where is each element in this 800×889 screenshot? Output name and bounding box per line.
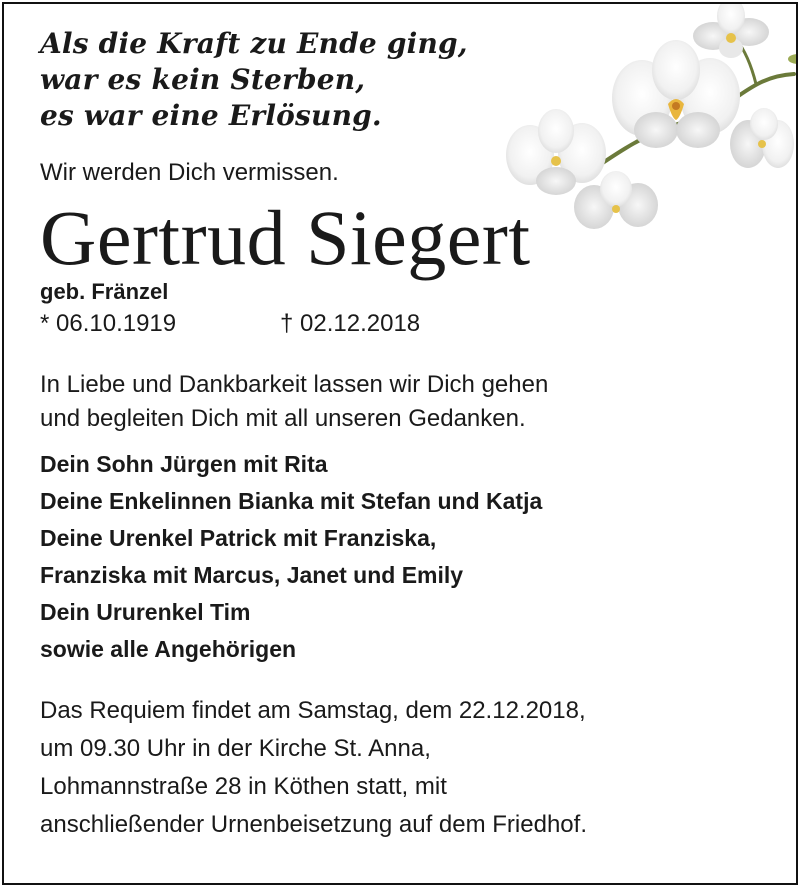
dedication-line: In Liebe und Dankbarkeit lassen wir Dich gehen xyxy=(40,371,549,398)
obituary-notice xyxy=(2,2,798,885)
service-line: anschließender Urnenbeisetzung auf dem Friedhof. xyxy=(40,811,587,838)
mourner-line: Dein Sohn Jürgen mit Rita xyxy=(40,451,328,477)
mourner-line: Franziska mit Marcus, Janet und Emily xyxy=(40,562,464,588)
death-date: † 02.12.2018 xyxy=(280,310,421,337)
service-line: Lohmannstraße 28 in Köthen statt, mit xyxy=(40,773,447,800)
mourner-line: Deine Urenkel Patrick mit Franziska, xyxy=(40,525,437,551)
birth-date: * 06.10.1919 xyxy=(40,310,177,337)
deceased-name: Gertrud Siegert xyxy=(40,194,531,281)
birth-name: geb. Fränzel xyxy=(40,279,169,304)
miss-line: Wir werden Dich vermissen. xyxy=(40,159,339,186)
obituary-content xyxy=(40,26,780,844)
service-line: Das Requiem findet am Samstag, dem 22.12.2018, xyxy=(40,697,586,724)
dedication-line: und begleiten Dich mit all unseren Gedanken. xyxy=(40,405,526,432)
mourners-list xyxy=(40,446,780,668)
quote-line: es war eine Erlösung. xyxy=(40,99,382,132)
service-line: um 09.30 Uhr in der Kirche St. Anna, xyxy=(40,735,431,762)
mourner-line: Dein Ururenkel Tim xyxy=(40,599,251,625)
mourner-line: Deine Enkelinnen Bianka mit Stefan und Katja xyxy=(40,488,543,514)
quote-line: Als die Kraft zu Ende ging, xyxy=(40,27,468,60)
quote-line: war es kein Sterben, xyxy=(40,63,366,96)
life-dates xyxy=(40,308,780,340)
dedication-text xyxy=(40,368,780,436)
service-details xyxy=(40,692,780,844)
memorial-quote xyxy=(40,26,780,134)
mourner-line: sowie alle Angehörigen xyxy=(40,636,297,662)
